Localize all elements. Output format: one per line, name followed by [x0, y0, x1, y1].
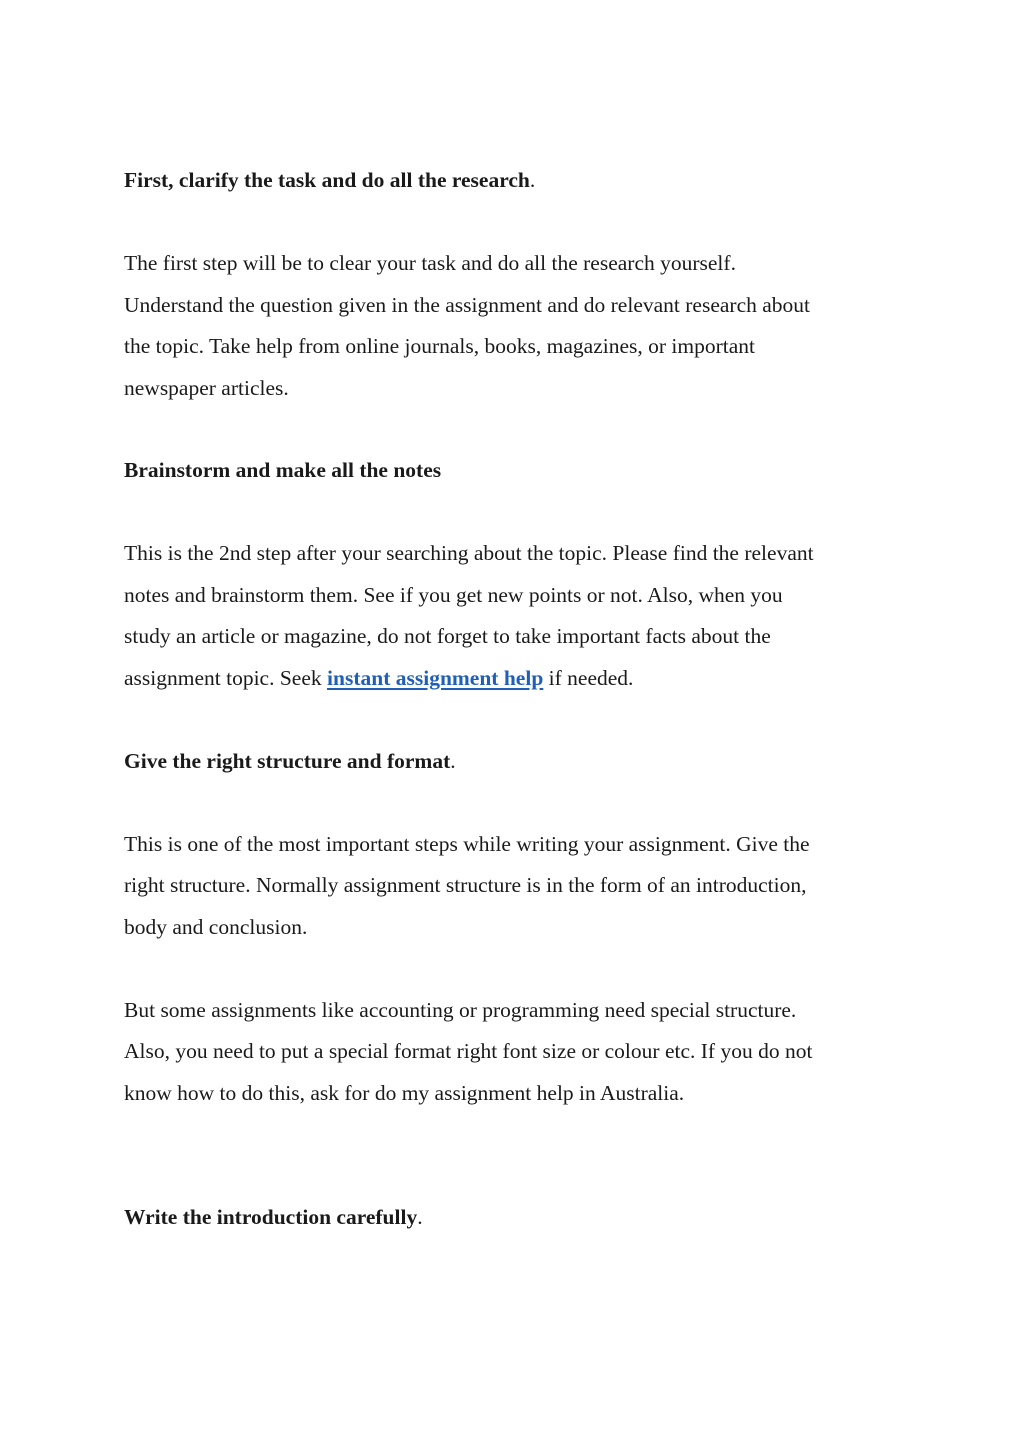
paragraph-line: notes and brainstorm them. See if you get new points or not. Also, when you: [124, 583, 783, 607]
heading-text: Brainstorm and make all the notes: [124, 458, 442, 482]
heading-punctuation: .: [417, 1205, 423, 1229]
paragraph-line: body and conclusion.: [124, 915, 308, 939]
section-heading-structure: [124, 747, 456, 775]
paragraph-line: Understand the question given in the assignment and do relevant research about: [124, 293, 811, 317]
paragraph-line: This is the 2nd step after your searching about the topic. Please find the relevant: [124, 541, 814, 565]
section-heading-research: [124, 166, 535, 194]
paragraph-line-with-link: [124, 664, 633, 692]
instant-assignment-help-link[interactable]: instant assignment help: [327, 666, 544, 690]
paragraph-line: newspaper articles.: [124, 376, 289, 400]
paragraph-line: Also, you need to put a special format right font size or colour etc. If you do not: [124, 1039, 813, 1063]
paragraph-line: right structure. Normally assignment structure is in the form of an introduction,: [124, 873, 807, 897]
paragraph-line: study an article or magazine, do not forget to take important facts about the: [124, 624, 771, 648]
paragraph-line: This is one of the most important steps while writing your assignment. Give the: [124, 832, 810, 856]
paragraph-line: the topic. Take help from online journals, books, magazines, or important: [124, 334, 756, 358]
paragraph-line: But some assignments like accounting or programming need special structure.: [124, 998, 797, 1022]
heading-text: Give the right structure and format: [124, 749, 451, 773]
paragraph-line: The first step will be to clear your task and do all the research yourself.: [124, 251, 736, 275]
section-heading-introduction: [124, 1203, 423, 1231]
heading-punctuation: .: [450, 749, 456, 773]
paragraph-line: know how to do this, ask for do my assignment help in Australia.: [124, 1081, 685, 1105]
text-before-link: assignment topic. Seek: [124, 666, 328, 690]
text-after-link: if needed.: [543, 666, 634, 690]
heading-text: Write the introduction carefully: [124, 1205, 418, 1229]
section-heading-brainstorm: [124, 456, 441, 484]
heading-text: First, clarify the task and do all the research: [124, 168, 530, 192]
heading-punctuation: .: [529, 168, 536, 192]
